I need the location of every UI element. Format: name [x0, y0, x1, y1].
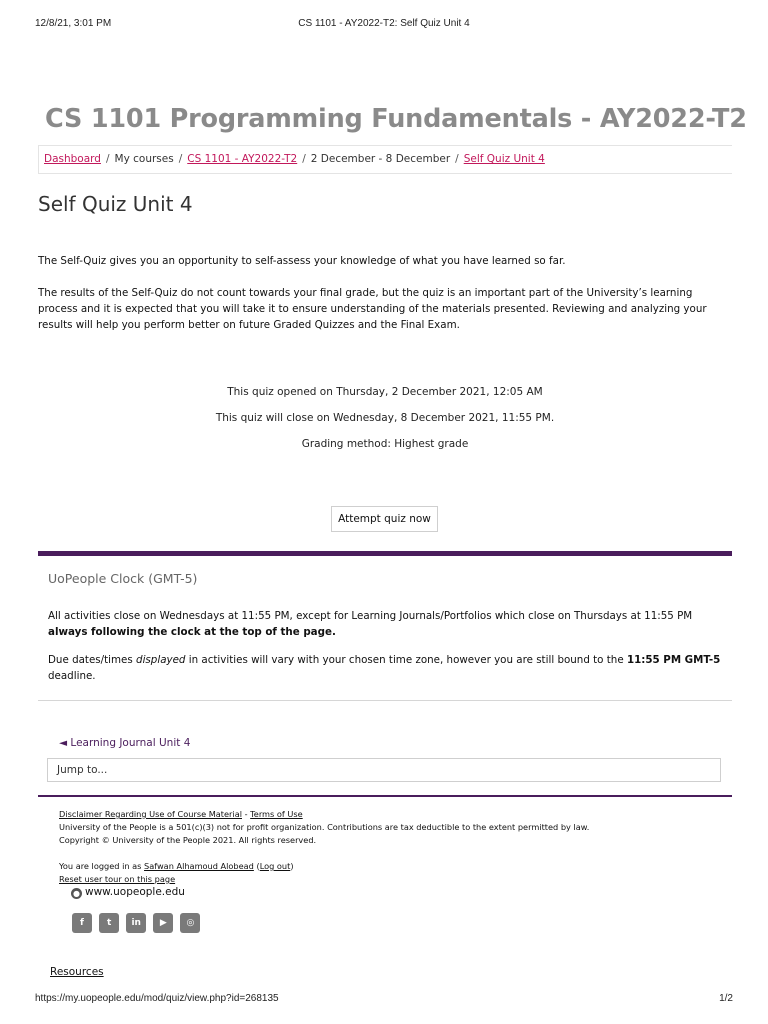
logout-open-paren: ( — [253, 861, 260, 871]
copyright-text: Copyright © University of the People 2021. All rights reserved. — [59, 835, 317, 845]
twitter-icon[interactable]: t — [99, 913, 119, 933]
intro-paragraph-2: The results of the Self-Quiz do not count towards your final grade, but the quiz is an important part of the University’s learning process and it is expected that you will take it to ensure understanding of the materials presented. Reviewing and analyzing your results will help you perform better on future Graded Quizzes and the Final Exam. — [38, 287, 707, 331]
print-page-number: 1/2 — [719, 993, 733, 1004]
facebook-icon[interactable]: f — [72, 913, 92, 933]
attempt-quiz-button[interactable]: Attempt quiz now — [331, 506, 438, 532]
print-footer — [35, 993, 733, 1007]
course-title: CS 1101 Programming Fundamentals - AY2022-T2 — [45, 104, 747, 134]
breadcrumb-separator: / — [455, 153, 459, 165]
nonprofit-text: University of the People is a 501(c)(3) not for profit organization. Contributions are tax deductible to the extent permitted by law. — [59, 822, 590, 832]
page-title: Self Quiz Unit 4 — [38, 192, 193, 216]
clock-deadline-text — [48, 608, 724, 640]
intro-paragraph-1: The Self-Quiz gives you an opportunity to self-assess your knowledge of what you have learned so far. — [38, 255, 566, 267]
quiz-opened-text: This quiz opened on Thursday, 2 December 2021, 12:05 AM — [227, 386, 543, 398]
jump-to-select[interactable]: Jump to... — [47, 758, 721, 782]
quiz-close-text: This quiz will close on Wednesday, 8 December 2021, 11:55 PM. — [215, 412, 555, 424]
breadcrumb-quiz-link[interactable]: Self Quiz Unit 4 — [463, 153, 545, 165]
logout-link[interactable]: Log out — [259, 861, 291, 871]
terms-of-use-link[interactable]: Terms of Use — [250, 809, 303, 819]
clock-tz-part-b: in activities will vary with your chosen time zone, however you are still bound to the — [185, 654, 627, 666]
breadcrumb-separator: / — [302, 153, 306, 165]
print-datetime: 12/8/21, 3:01 PM — [35, 18, 112, 29]
logout-close-paren: ) — [290, 861, 294, 871]
social-icons — [72, 913, 202, 933]
footer-divider — [38, 795, 732, 797]
breadcrumb — [38, 145, 732, 174]
uopeople-clock-block — [38, 551, 732, 701]
clock-title: UoPeople Clock (GMT-5) — [48, 571, 198, 586]
website-text: www.uopeople.edu — [85, 886, 185, 898]
breadcrumb-course-link[interactable]: CS 1101 - AY2022-T2 — [187, 153, 298, 165]
breadcrumb-separator: / — [178, 153, 183, 165]
print-header — [35, 18, 733, 32]
footer-legal-links — [59, 808, 303, 821]
resources-link[interactable]: Resources — [50, 966, 104, 978]
globe-icon: ● — [71, 888, 82, 899]
clock-tz-part-c: deadline. — [48, 670, 96, 682]
previous-activity-link[interactable]: ◄ Learning Journal Unit 4 — [59, 737, 191, 749]
clock-tz-part-a: Due dates/times — [48, 654, 137, 666]
print-doc-title: CS 1101 - AY2022-T2: Self Quiz Unit 4 — [298, 18, 470, 29]
youtube-icon[interactable]: ▶ — [153, 913, 173, 933]
breadcrumb-week: 2 December - 8 December — [310, 153, 451, 165]
disclaimer-link[interactable]: Disclaimer Regarding Use of Course Material — [59, 809, 242, 819]
reset-tour-row — [59, 873, 175, 886]
clock-tz-emphasis: displayed — [136, 654, 186, 666]
user-profile-link[interactable]: Safwan Alhamoud Alobead — [144, 861, 254, 871]
clock-deadline-bold: always following the clock at the top of the page. — [48, 626, 336, 638]
logged-in-prefix: You are logged in as — [59, 861, 145, 871]
website-link[interactable] — [71, 886, 185, 899]
reset-user-tour-link[interactable]: Reset user tour on this page — [59, 874, 176, 884]
instagram-icon[interactable]: ◎ — [180, 913, 200, 933]
clock-tz-bold: 11:55 PM GMT-5 — [626, 654, 721, 666]
breadcrumb-dashboard-link[interactable]: Dashboard — [44, 153, 101, 165]
breadcrumb-separator: / — [105, 153, 110, 165]
linkedin-icon[interactable]: in — [126, 913, 146, 933]
footer-dash: - — [242, 809, 251, 819]
clock-deadline-normal: All activities close on Wednesdays at 11:55 PM, except for Learning Journals/Portfolios which close on Thursdays at 11:55 PM — [48, 610, 693, 622]
print-url: https://my.uopeople.edu/mod/quiz/view.php?id=268135 — [35, 993, 279, 1004]
breadcrumb-my-courses: My courses — [114, 153, 174, 165]
logged-in-info — [59, 860, 294, 873]
clock-timezone-text — [48, 652, 724, 684]
grading-method-text: Grading method: Highest grade — [301, 438, 469, 450]
